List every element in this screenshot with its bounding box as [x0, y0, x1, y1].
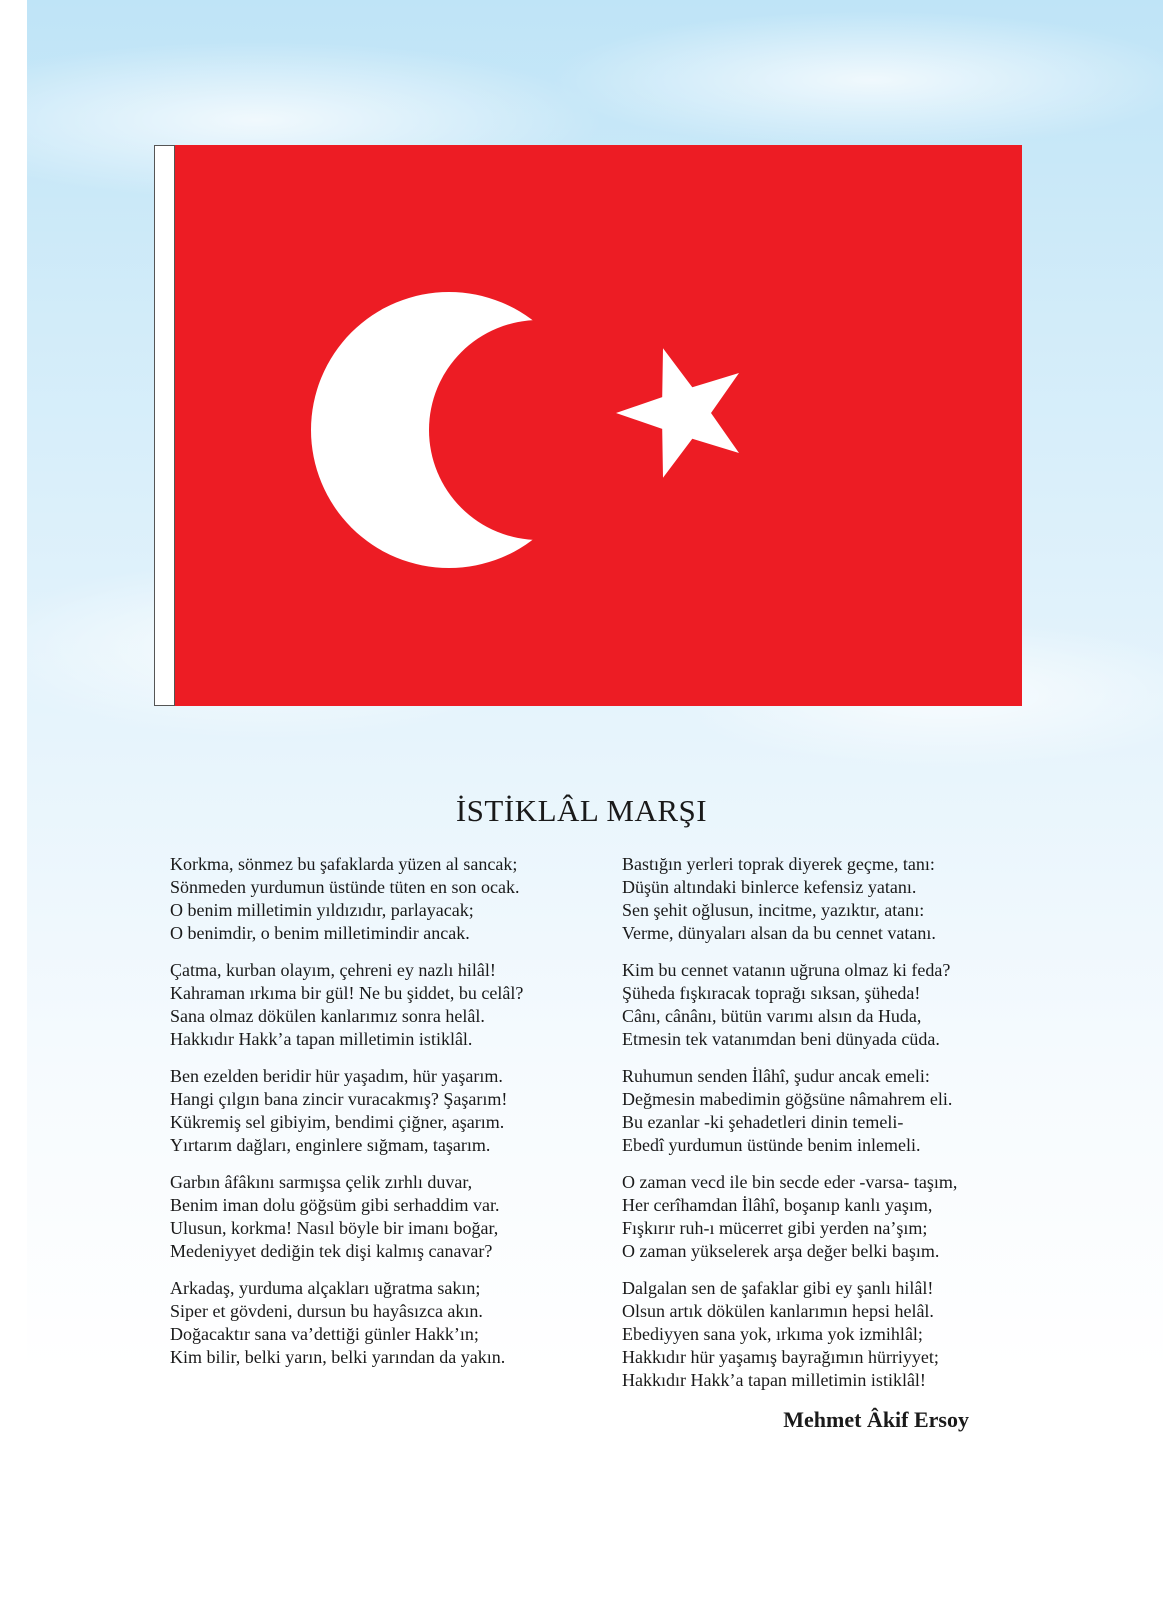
poem-stanza — [622, 1065, 1042, 1157]
poem-line: Kim bilir, belki yarın, belki yarından da yakın. — [170, 1347, 506, 1367]
poem-line: Çatma, kurban olayım, çehreni ey nazlı hilâl! — [170, 960, 496, 980]
poem-line: O benim milletimin yıldızıdır, parlayacak; — [170, 900, 474, 920]
poem-line: Olsun artık dökülen kanlarımın hepsi helâl. — [622, 1301, 934, 1321]
poem-line: Korkma, sönmez bu şafaklarda yüzen al sancak; — [170, 854, 518, 874]
poem-line: Hakkıdır Hakk’a tapan milletimin istiklâl. — [170, 1029, 473, 1049]
poem-line: Verme, dünyaları alsan da bu cennet vatanı. — [622, 923, 936, 943]
poem-line: Ebedî yurdumun üstünde benim inlemeli. — [622, 1135, 921, 1155]
crescent — [311, 292, 587, 568]
poem-line: Sana olmaz dökülen kanlarımız sonra helâl. — [170, 1006, 485, 1026]
poem-line: Hakkıdır Hakk’a tapan milletimin istiklâl! — [622, 1370, 926, 1390]
poem-line: Bu ezanlar -ki şehadetleri dinin temeli- — [622, 1112, 904, 1132]
poem-line: Sönmeden yurdumun üstünde tüten en son ocak. — [170, 877, 520, 897]
poem-line: Her cerîhamdan İlâhî, boşanıp kanlı yaşım, — [622, 1195, 933, 1215]
poem-line: Kahraman ırkıma bir gül! Ne bu şiddet, bu celâl? — [170, 983, 524, 1003]
poem-line: Garbın âfâkını sarmışsa çelik zırhlı duvar, — [170, 1172, 473, 1192]
page-title: İSTİKLÂL MARŞI — [455, 793, 708, 828]
poem-line: Ruhumun senden İlâhî, şudur ancak emeli: — [622, 1066, 930, 1086]
poem-line: Hangi çılgın bana zincir vuracakmış? Şaşarım! — [170, 1089, 508, 1109]
poem-line: Siper et gövdeni, dursun bu hayâsızca akın. — [170, 1301, 483, 1321]
poem-line: O zaman yükselerek arşa değer belki başım. — [622, 1241, 940, 1261]
author-name: Mehmet Âkif Ersoy — [783, 1407, 969, 1432]
poem-left-column — [170, 853, 590, 1383]
poem-line: Doğacaktır sana va’dettiği günler Hakk’ın; — [170, 1324, 479, 1344]
poem-line: Ebediyyen sana yok, ırkıma yok izmihlâl; — [622, 1324, 923, 1344]
turkish-flag-crescent-star-icon — [154, 145, 1022, 706]
poem-stanza — [170, 959, 590, 1051]
poem-line: Kükremiş sel gibiyim, bendimi çiğner, aşarım. — [170, 1112, 505, 1132]
poem-stanza — [170, 1277, 590, 1369]
poem-right-column — [622, 853, 1042, 1406]
turkish-flag — [154, 145, 1022, 706]
poem-line: Medeniyyet dediğin tek dişi kalmış canavar? — [170, 1241, 493, 1261]
poem-line: Kim bu cennet vatanın uğruna olmaz ki feda? — [622, 960, 951, 980]
poem-line: Değmesin mabedimin göğsüne nâmahrem eli. — [622, 1089, 953, 1109]
poem-stanza — [170, 1065, 590, 1157]
poem-stanza — [170, 853, 590, 945]
sky-cloud — [547, 10, 1163, 150]
poem-line: Ulusun, korkma! Nasıl böyle bir imanı boğar, — [170, 1218, 499, 1238]
poem-line: O zaman vecd ile bin secde eder -varsa- taşım, — [622, 1172, 958, 1192]
poem-line: Fışkırır ruh-ı mücerret gibi yerden na’şım; — [622, 1218, 928, 1238]
poem-line: Benim iman dolu göğsüm gibi serhaddim var. — [170, 1195, 500, 1215]
poem-stanza — [622, 853, 1042, 945]
poem-line: Yırtarım dağları, enginlere sığmam, taşarım. — [170, 1135, 491, 1155]
poem-stanza — [622, 1171, 1042, 1263]
poem-line: Şüheda fışkıracak toprağı sıksan, şüheda! — [622, 983, 921, 1003]
poem-line: Cânı, cânânı, bütün varımı alsın da Huda, — [622, 1006, 922, 1026]
poem-line: Hakkıdır hür yaşamış bayrağımın hürriyyet; — [622, 1347, 939, 1367]
poem-line: Dalgalan sen de şafaklar gibi ey şanlı hilâl! — [622, 1278, 934, 1298]
poem-stanza — [622, 1277, 1042, 1392]
flag-field — [175, 145, 1022, 706]
poem-line: Sen şehit oğlusun, incitme, yazıktır, atanı: — [622, 900, 925, 920]
poem-line: Bastığın yerleri toprak diyerek geçme, tanı: — [622, 854, 935, 874]
poem-stanza — [622, 959, 1042, 1051]
poem-stanza — [170, 1171, 590, 1263]
poem-line: Arkadaş, yurduma alçakları uğratma sakın; — [170, 1278, 481, 1298]
poem-line: Düşün altındaki binlerce kefensiz yatanı. — [622, 877, 917, 897]
poem-line: O benimdir, o benim milletimindir ancak. — [170, 923, 470, 943]
flag-hoist — [155, 146, 175, 706]
poem-line: Etmesin tek vatanımdan beni dünyada cüda. — [622, 1029, 940, 1049]
poem-line: Ben ezelden beridir hür yaşadım, hür yaşarım. — [170, 1066, 503, 1086]
